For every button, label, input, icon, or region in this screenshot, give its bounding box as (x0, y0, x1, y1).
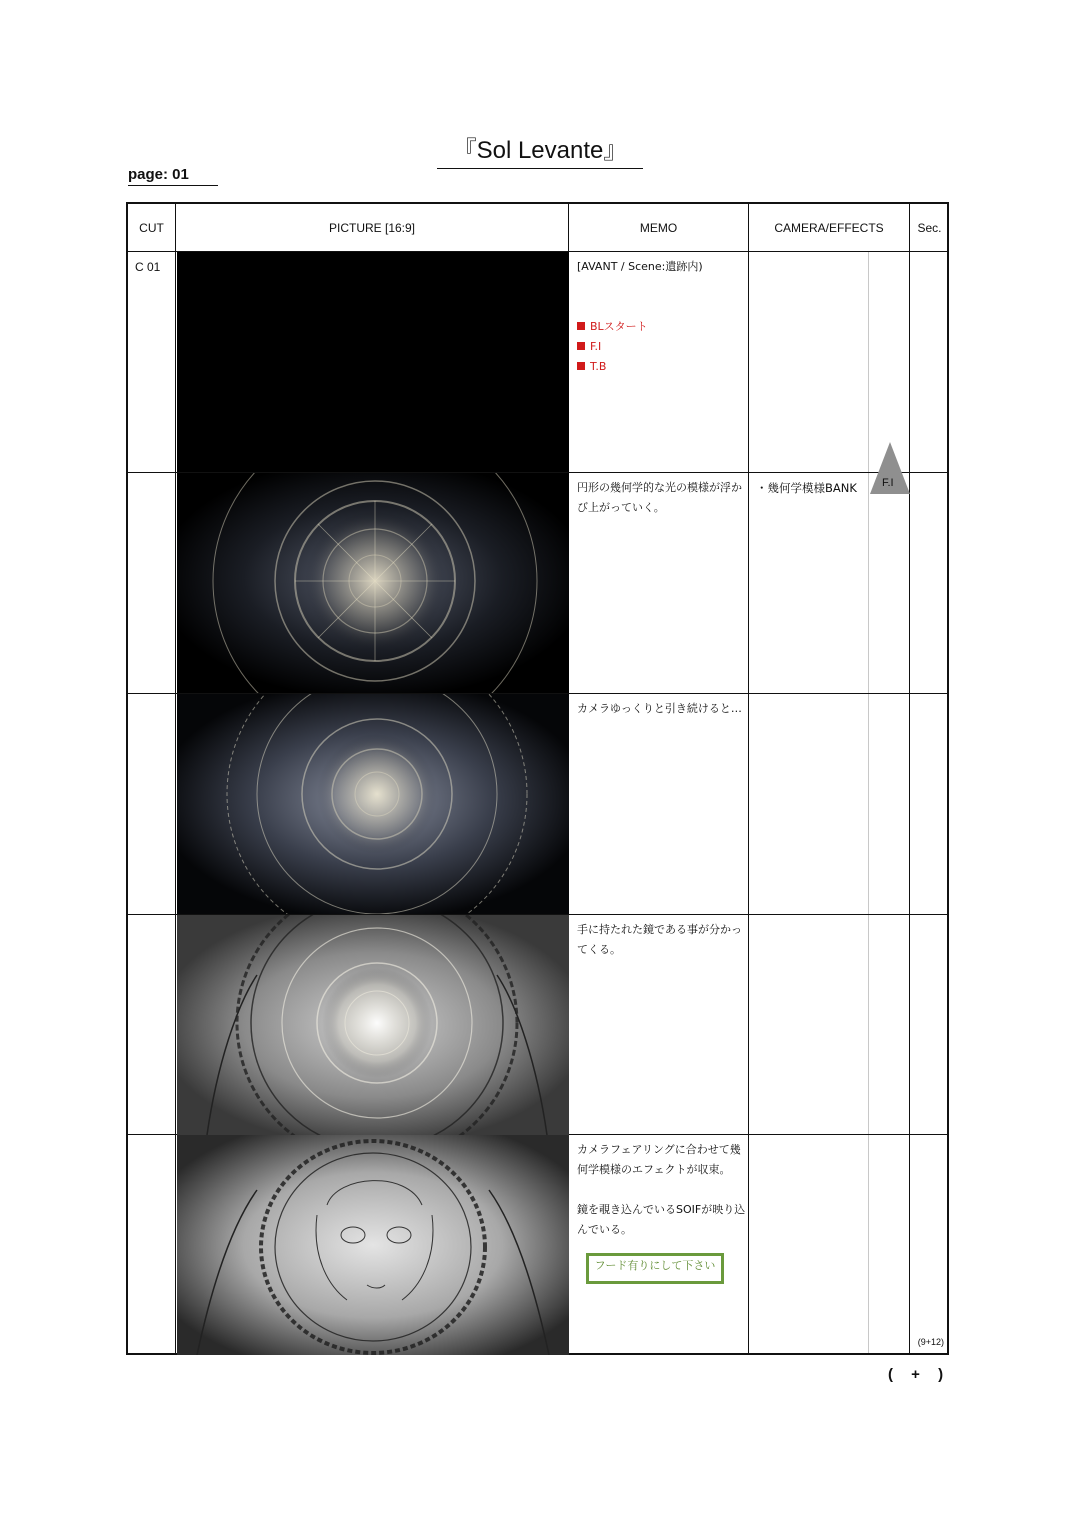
footer-plus: + (911, 1366, 920, 1383)
memo-text: [AVANT / Scene:遺跡内) (577, 260, 703, 273)
red-square-icon (577, 322, 585, 330)
memo-text: カメラゆっくりと引き続けると… (577, 702, 742, 715)
column-divider (175, 204, 176, 1353)
frame-soif-reflection (177, 1135, 569, 1355)
frame-black (177, 252, 569, 472)
seconds-footer (888, 1366, 958, 1383)
red-square-icon (577, 362, 585, 370)
red-square-icon (577, 342, 585, 350)
page-title: 『Sol Levante』 (437, 136, 643, 169)
memo-text: 円形の幾何学的な光の模様が浮かび上がっていく。 (577, 481, 742, 514)
footer-close: ) (938, 1366, 944, 1383)
director-note: フード有りにして下さい (586, 1253, 724, 1284)
page-number: page: 01 (128, 165, 218, 186)
memo-text: 手に持たれた鏡である事が分かってくる。 (577, 923, 742, 956)
cut-number: C 01 (135, 260, 161, 274)
memo-text: カメラフェアリングに合わせて幾何学模様のエフェクトが収束。 鏡を覗き込んでいるSOIFが映り込んでいる。 (577, 1143, 746, 1236)
header-memo: MEMO (639, 221, 678, 235)
header-cut: CUT (139, 221, 164, 235)
memo-item: BLスタート (577, 317, 648, 337)
memo-item: T.B (577, 357, 648, 377)
column-divider (909, 204, 910, 1353)
memo-item: F.I (577, 337, 648, 357)
memo-items (577, 317, 648, 377)
header-sec: Sec. (917, 221, 942, 235)
frame-geometric-pattern (177, 473, 569, 693)
effects-subdivider (868, 252, 869, 1353)
fade-in-marker (870, 442, 910, 494)
fade-in-label: F.I (882, 477, 894, 489)
footer-open: ( (888, 1366, 893, 1383)
frame-mirror-reveal (177, 915, 569, 1135)
camera-text: ・幾何学模様BANK (756, 481, 857, 495)
header-picture: PICTURE [16:9] (328, 221, 416, 235)
header-camera-effects: CAMERA/EFFECTS (774, 221, 884, 235)
frame-camera-pull-back (177, 694, 569, 914)
storyboard-sheet (126, 202, 949, 1355)
seconds-total: (9+12) (917, 1337, 944, 1347)
